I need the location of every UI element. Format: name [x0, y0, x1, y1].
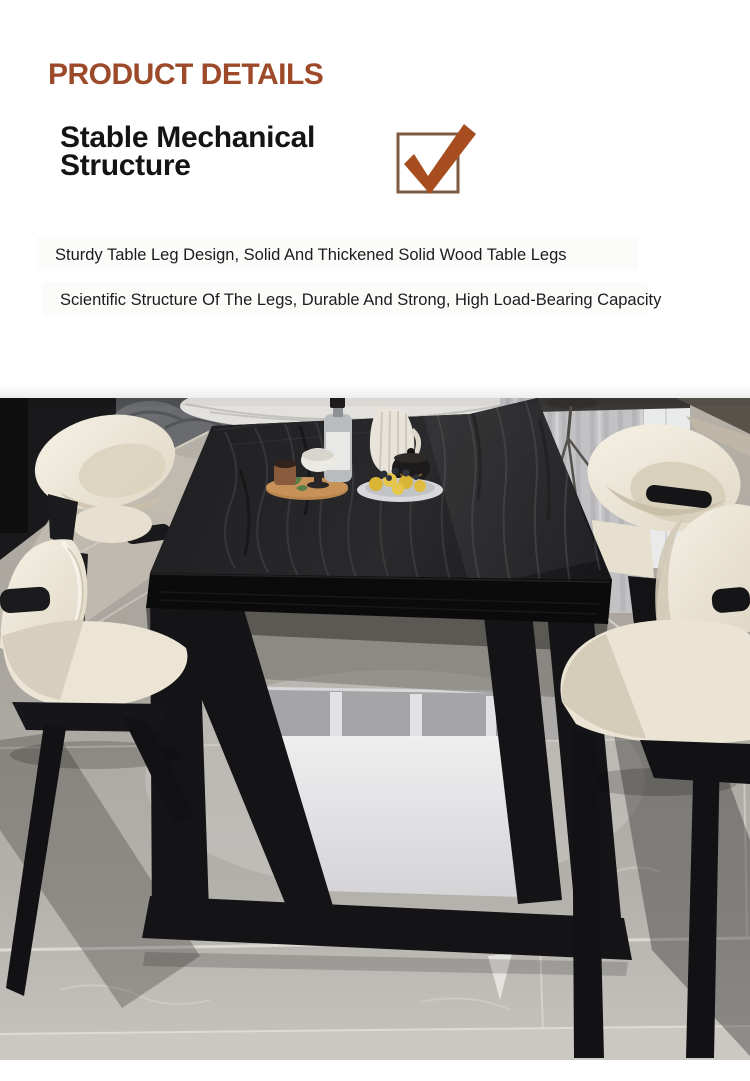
checked-checkbox-icon [390, 116, 486, 204]
section-title [60, 121, 390, 182]
feature-line-1: Sturdy Table Leg Design, Solid And Thickened Solid Wood Table Legs [55, 246, 567, 264]
product-photo [0, 398, 750, 1060]
chair-handle-slot [0, 586, 51, 613]
section-kicker: PRODUCT DETAILS [48, 58, 324, 91]
chair-handle-slot [711, 586, 750, 613]
title-line-1: Stable Mechanical [60, 121, 315, 154]
title-line-2: Structure [60, 149, 191, 182]
small-cup [274, 460, 296, 485]
feature-line-2: Scientific Structure Of The Legs, Durable And Strong, High Load-Bearing Capacity [60, 291, 662, 309]
